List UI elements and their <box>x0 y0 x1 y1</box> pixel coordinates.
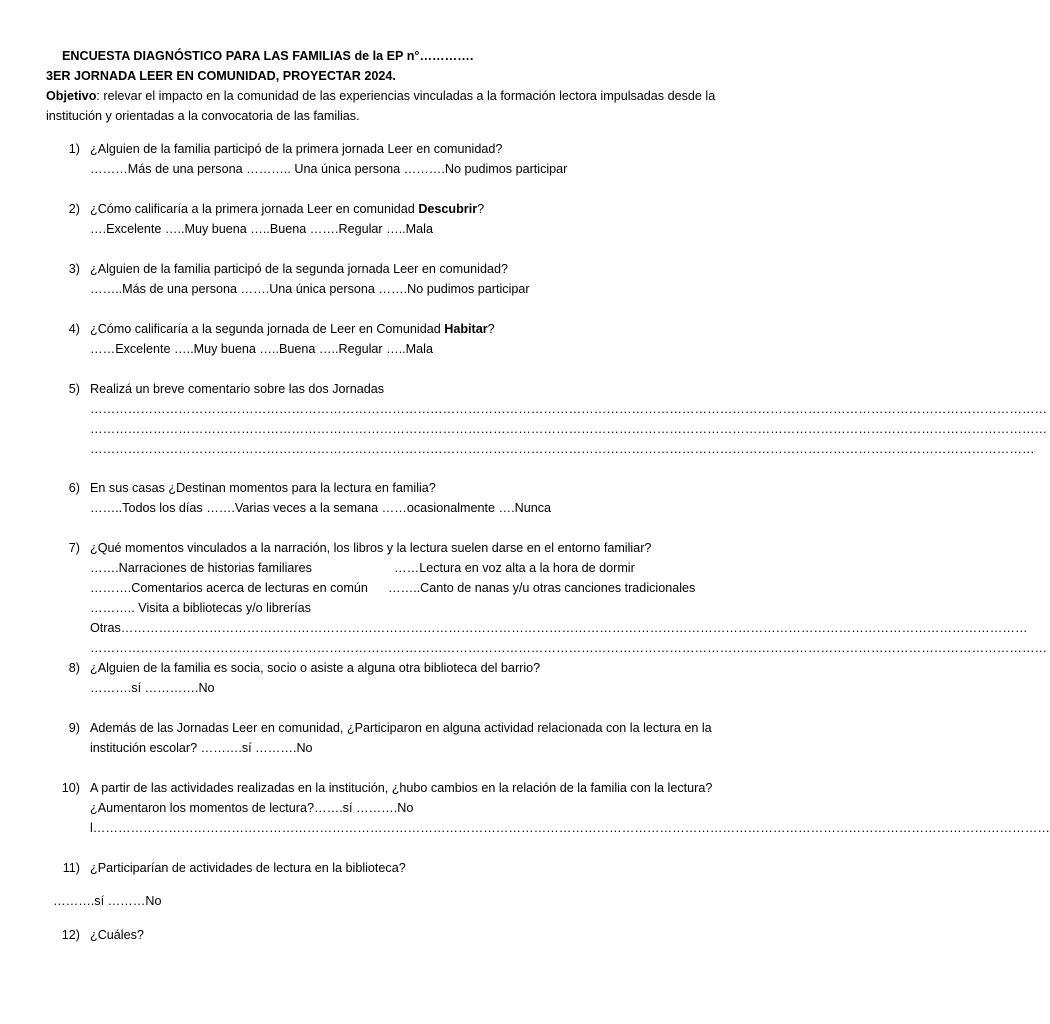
question-text-part: ¿Cómo calificaría a la segunda jornada de Leer en Comunidad <box>90 322 445 336</box>
question-number: 5) <box>68 382 80 396</box>
question-text-part: ? <box>487 322 495 336</box>
option-family-stories[interactable]: …….Narraciones de historias familiares <box>90 561 312 575</box>
other-answer-line[interactable]: Otras……………………………………………………………………………………………………………………………………………………………………………………………… <box>90 621 1028 635</box>
answer-line[interactable]: ……………………………………………………………………………………………………………………………………………………………………………………………………… <box>90 442 1035 456</box>
objective-line-2: institución y orientadas a la convocatoria de las familias. <box>46 109 360 123</box>
question-number: 10) <box>61 781 80 795</box>
question-number: 11) <box>62 861 80 875</box>
question-text: Realizá un breve comentario sobre las dos Jornadas <box>90 382 385 396</box>
option-reading-comments[interactable]: ……….Comentarios acerca de lecturas en común <box>90 581 368 595</box>
question-text-continued[interactable]: institución escolar? ……….sí ……….No <box>90 741 313 755</box>
question-number: 7) <box>68 541 80 555</box>
question-text-bold: Habitar <box>444 322 488 336</box>
question-text: ¿Participarían de actividades de lectura en la biblioteca? <box>90 861 406 875</box>
question-number: 6) <box>68 481 80 495</box>
question-number: 8) <box>68 661 80 675</box>
question-number: 3) <box>68 262 80 276</box>
question-text-bold: Descubrir <box>418 202 478 216</box>
answer-options[interactable]: ……Excelente …..Muy buena …..Buena …..Regular …..Mala <box>90 342 433 356</box>
answer-options[interactable]: ……..Más de una persona …….Una única persona …….No pudimos participar <box>90 282 530 296</box>
question-text: ¿Cuáles? <box>90 928 144 942</box>
question-text: ¿Alguien de la familia es socia, socio o asiste a alguna otra biblioteca del barrio? <box>90 661 541 675</box>
objective-label: Objetivo <box>46 89 97 103</box>
objective-text: : relevar el impacto en la comunidad de las experiencias vinculadas a la formación lectora impulsadas desde la <box>96 89 716 103</box>
question-text: En sus casas ¿Destinan momentos para la lectura en familia? <box>90 481 436 495</box>
option-library-visits[interactable]: ……….. Visita a bibliotecas y/o librerías <box>90 601 311 615</box>
question-number: 9) <box>68 721 80 735</box>
question-text-part: ? <box>477 202 485 216</box>
question-number: 1) <box>68 142 80 156</box>
question-text: ¿Alguien de la familia participó de la segunda jornada Leer en comunidad? <box>90 262 508 276</box>
question-text-continued[interactable]: ¿Aumentaron los momentos de lectura?…….sí ……….No <box>90 801 414 815</box>
question-text <box>90 201 484 217</box>
answer-options[interactable]: ……….sí ………No <box>53 894 162 908</box>
question-text: Además de las Jornadas Leer en comunidad, ¿Participaron en alguna actividad relacionada con la lectura en la <box>90 721 712 735</box>
survey-title: ENCUESTA DIAGNÓSTICO PARA LAS FAMILIAS de la EP n°…………. <box>62 49 474 63</box>
question-text <box>90 321 495 337</box>
answer-line[interactable]: ………………………………………………………………………………………………………………………………………………………………………………………………………… <box>90 402 1048 416</box>
answer-line[interactable]: l………………………………………………………………………………………………………………………………………………………………………………………………………… <box>90 821 1050 835</box>
question-text: A partir de las actividades realizadas en la institución, ¿hubo cambios en la relación de la familia con la lectura? <box>90 781 713 795</box>
survey-subtitle: 3ER JORNADA LEER EN COMUNIDAD, PROYECTAR 2024. <box>46 69 396 83</box>
question-text: ¿Qué momentos vinculados a la narración, los libros y la lectura suelen darse en el entorno familiar? <box>90 541 652 555</box>
answer-line[interactable]: ………………………………………………………………………………………………………………………………………………………………………………………………………… <box>90 422 1048 436</box>
option-bedtime-reading[interactable]: ……Lectura en voz alta a la hora de dormir <box>394 561 635 575</box>
question-text: ¿Alguien de la familia participó de la primera jornada Leer en comunidad? <box>90 142 503 156</box>
other-answer-line-2[interactable]: ………………………………………………………………………………………………………………………………………………………………………………………………………… <box>90 641 1048 655</box>
answer-options[interactable]: ……….sí ………….No <box>90 681 215 695</box>
answer-options[interactable]: ………Más de una persona ……….. Una única persona ……….No pudimos participar <box>90 162 568 176</box>
question-text-part: ¿Cómo calificaría a la primera jornada Leer en comunidad <box>90 202 419 216</box>
answer-options[interactable]: ……..Todos los días …….Varias veces a la semana ……ocasionalmente ….Nunca <box>90 501 552 515</box>
question-number: 2) <box>68 202 80 216</box>
answer-options[interactable]: ….Excelente …..Muy buena …..Buena …….Regular …..Mala <box>90 222 433 236</box>
question-number: 12) <box>61 928 80 942</box>
objective-line-1 <box>46 88 715 104</box>
option-lullabies[interactable]: ……..Canto de nanas y/u otras canciones tradicionales <box>388 581 696 595</box>
question-number: 4) <box>68 322 80 336</box>
